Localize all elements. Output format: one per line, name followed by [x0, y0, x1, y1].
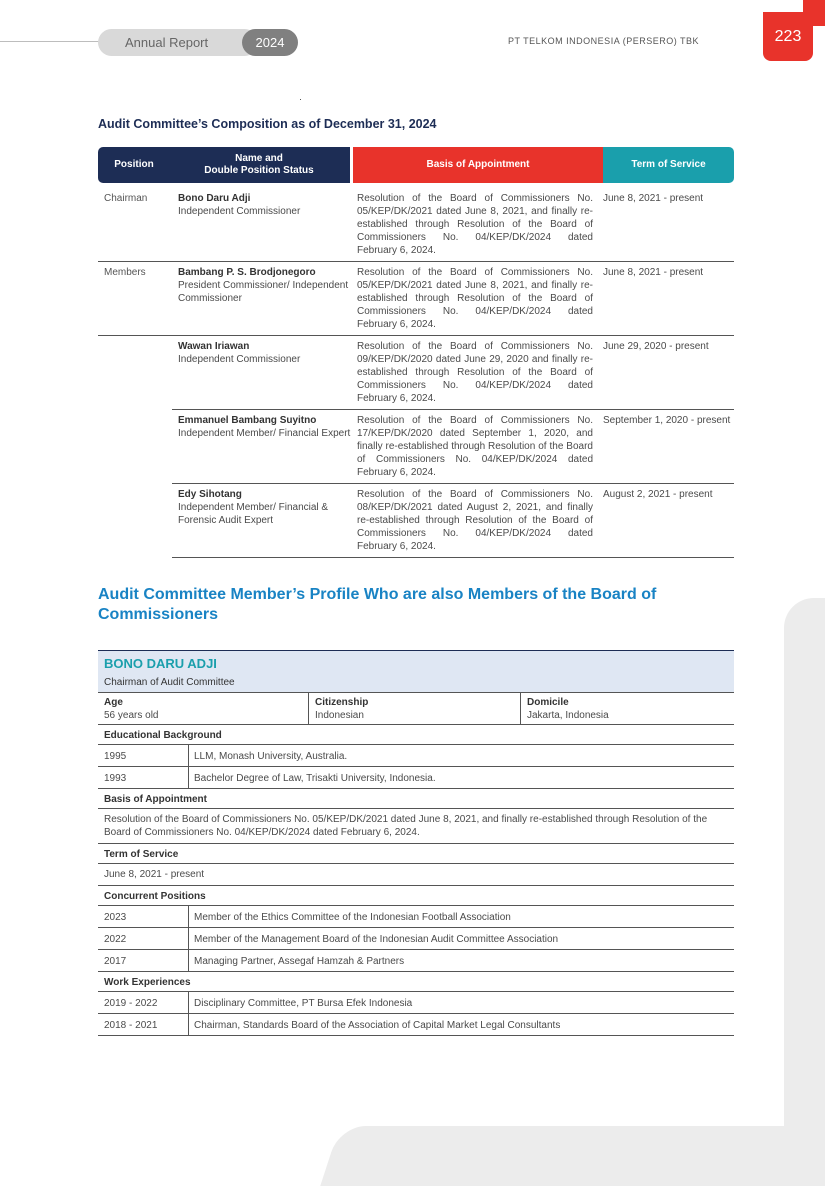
composition-title: Audit Committee’s Composition as of December 31, 2024 [98, 117, 437, 131]
cell-name [172, 340, 352, 410]
item-text: Member of the Ethics Committee of the Indonesian Football Association [194, 911, 511, 923]
item-year: 2017 [98, 950, 189, 971]
cell-basis: Resolution of the Board of Commissioners No. 05/KEP/DK/2021 dated June 8, 2021, and finally re-established through Resolution of the Board of Commissioners No. 04/KEP/DK/2024 dated February 6, 2024. [357, 193, 593, 256]
table-row [98, 410, 734, 483]
list-item [98, 1014, 734, 1036]
item-year: 2022 [98, 928, 189, 949]
background-shape [784, 598, 825, 1138]
cell-name [172, 414, 352, 484]
member-name: Edy Sihotang [178, 489, 242, 500]
member-status: Independent Member/ Financial Expert [178, 428, 351, 439]
cell-basis: Resolution of the Board of Commissioners No. 08/KEP/DK/2021 dated August 2, 2021, and finally re-established through Resolution of the Board of Commissioners No. 04/KEP/DK/2024 dated February 6, 2024. [352, 488, 598, 558]
item-year: 2023 [98, 906, 189, 927]
cell-position [98, 414, 172, 479]
domicile-label: Domicile [527, 696, 569, 708]
page-number: 223 [763, 12, 813, 61]
list-item [98, 767, 734, 789]
domicile-value: Jakarta, Indonesia [527, 709, 609, 721]
profile-role: Chairman of Audit Committee [104, 676, 235, 688]
member-name: Wawan Iriawan [178, 341, 250, 352]
col-basis-header: Basis of Appointment [353, 147, 603, 183]
item-year: 1993 [98, 767, 189, 788]
list-item [98, 928, 734, 950]
profile-card [98, 650, 734, 1036]
company-name: PT TELKOM INDONESIA (PERSERO) TBK [508, 36, 700, 46]
col-name-header [170, 147, 348, 183]
cell-name [172, 488, 352, 558]
item-year: 1995 [98, 745, 189, 766]
domicile-cell [521, 693, 734, 724]
item-text: Bachelor Degree of Law, Trisakti University, Indonesia. [194, 772, 436, 784]
member-status: Independent Commissioner [178, 206, 301, 217]
cell-term: August 2, 2021 - present [598, 488, 734, 558]
age-value: 56 years old [104, 709, 159, 721]
basis-text: Resolution of the Board of Commissioners No. 05/KEP/DK/2021 dated June 8, 2021, and finally re-established through Resolution of the Board of Commissioners No. 04/KEP/DK/2024 dated February 6, 2024. [98, 809, 734, 844]
age-label: Age [104, 696, 123, 708]
member-name: Bambang P. S. Brodjonegoro [178, 267, 316, 278]
item-text: LLM, Monash University, Australia. [194, 750, 348, 762]
education-heading: Educational Background [98, 725, 734, 745]
item-year: 2019 - 2022 [98, 992, 189, 1013]
profile-name: BONO DARU ADJI [104, 656, 217, 671]
item-text: Chairman, Standards Board of the Association of Capital Market Legal Consultants [194, 1019, 561, 1031]
stray-dot [300, 99, 301, 100]
report-label-pill: Annual Report [98, 29, 258, 56]
age-cell [98, 693, 309, 724]
list-item [98, 906, 734, 928]
item-text: Managing Partner, Assegaf Hamzah & Partners [194, 955, 405, 967]
cell-term: June 8, 2021 - present [603, 193, 704, 204]
item-text: Member of the Management Board of the Indonesian Audit Committee Association [194, 933, 559, 945]
item-year: 2018 - 2021 [98, 1014, 189, 1035]
profile-section-title: Audit Committee Member’s Profile Who are also Members of the Board of Commissioners [98, 586, 657, 623]
member-status: Independent Member/ Financial & Forensic Audit Expert [178, 502, 329, 526]
list-item [98, 950, 734, 972]
item-text: Disciplinary Committee, PT Bursa Efek Indonesia [194, 997, 413, 1009]
basis-heading: Basis of Appointment [98, 789, 734, 809]
cell-position [98, 488, 172, 553]
citizenship-cell [309, 693, 521, 724]
cell-basis: Resolution of the Board of Commissioners No. 05/KEP/DK/2021 dated June 8, 2021, and finally re-established through Resolution of the Board of Commissioners No. 04/KEP/DK/2024 dated February 6, 2024. [357, 267, 593, 330]
background-shape-bottom [320, 1126, 825, 1186]
composition-table [98, 188, 734, 557]
list-item [98, 992, 734, 1014]
profile-info-grid [98, 692, 734, 725]
citizenship-label: Citizenship [315, 696, 369, 708]
cell-position: Chairman [104, 193, 148, 204]
table-row [98, 336, 734, 409]
table-row [98, 188, 734, 262]
table-row [98, 484, 734, 557]
year-pill: 2024 [242, 29, 298, 56]
header-rule [0, 41, 100, 42]
member-status: President Commissioner/ Independent Commissioner [178, 280, 349, 304]
cell-basis: Resolution of the Board of Commissioners No. 17/KEP/DK/2020 dated September 1, 2020, and finally re-established through Resolution of the Board of Commissioners No. 04/KEP/DK/2024 dated February 6, 2024. [352, 414, 598, 484]
profile-header [98, 650, 734, 692]
cell-name [172, 266, 352, 331]
col-name-header-line2: Double Position Status [204, 165, 314, 176]
cell-term: June 8, 2021 - present [603, 267, 704, 278]
table-row [98, 262, 734, 336]
list-item [98, 745, 734, 767]
member-status: Independent Commissioner [178, 354, 301, 365]
col-position-header: Position [114, 158, 154, 170]
cell-term: September 1, 2020 - present [598, 414, 734, 484]
col-term-header: Term of Service [603, 147, 734, 183]
concurrent-heading: Concurrent Positions [98, 886, 734, 906]
member-name: Emmanuel Bambang Suyitno [178, 415, 317, 426]
work-heading: Work Experiences [98, 972, 734, 992]
cell-position [98, 340, 172, 405]
cell-position: Members [104, 267, 146, 278]
member-name: Bono Daru Adji [178, 193, 251, 204]
cell-name [172, 192, 352, 257]
term-text: June 8, 2021 - present [98, 864, 734, 886]
citizenship-value: Indonesian [315, 709, 364, 721]
col-name-header-line1: Name and [235, 152, 283, 164]
term-heading: Term of Service [98, 844, 734, 864]
cell-basis: Resolution of the Board of Commissioners No. 09/KEP/DK/2020 dated June 29, 2020 and finally re-established through Resolution of the Board of Commissioners No. 04/KEP/DK/2024 dated February 6, 2024. [352, 340, 598, 410]
cell-term: June 29, 2020 - present [598, 340, 734, 410]
header-position-name [98, 147, 350, 183]
